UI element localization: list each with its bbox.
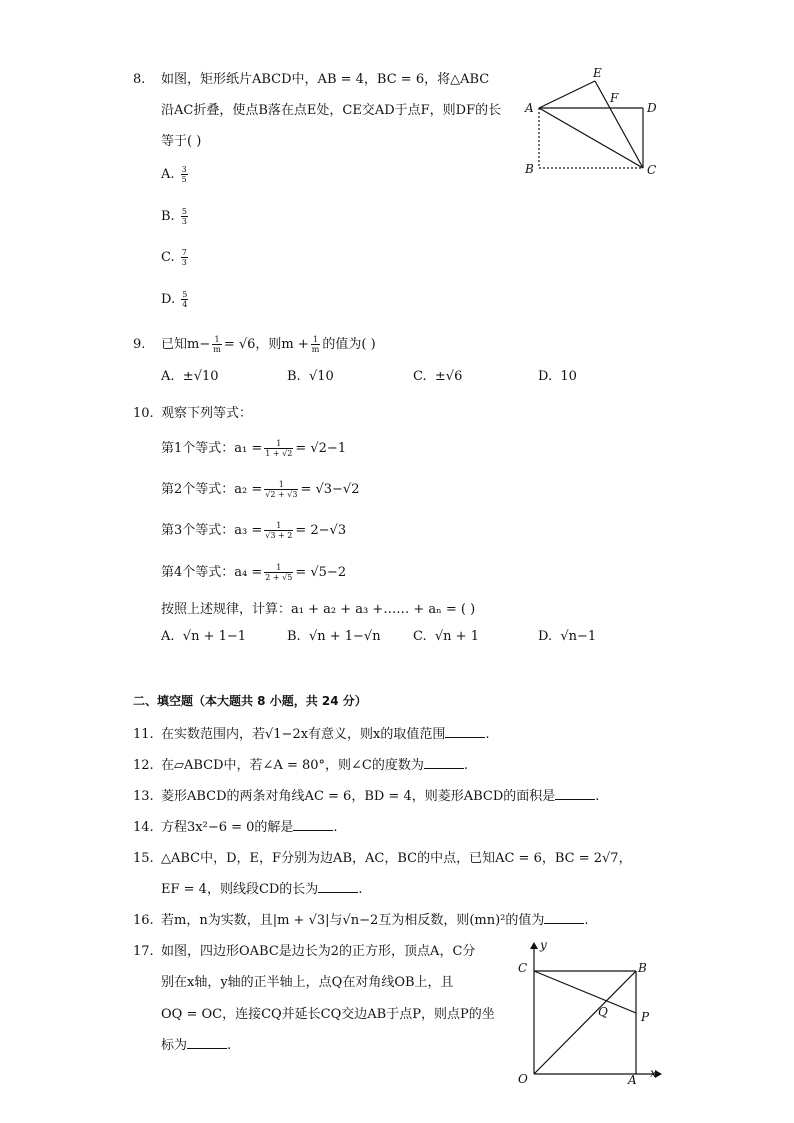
- question-text-line: 按照上述规律，计算：a₁ + a₂ + a₃ +…… + aₙ = ( ): [161, 602, 476, 617]
- option-b[interactable]: B. √10: [287, 369, 334, 384]
- option-label: D.: [161, 292, 176, 307]
- equation-3: 第3个等式：a₃ = $\frac{1}{√3 + 2}$ = 2−√3: [161, 521, 347, 540]
- question-text-line: 如图，矩形纸片ABCD中，AB = 4，BC = 6，将△ABC: [161, 72, 490, 87]
- equation-2: 第2个等式：a₂ = $\frac{1}{√2 + √3}$ = √3−√2: [161, 480, 360, 499]
- question-17: 17. 如图，四边形OABC是边长为2的正方形，顶点A，C分: [133, 944, 476, 959]
- question-15: 15. △ABC中，D，E，F分别为边AB，AC，BC的中点，已知AC = 6，BC = 2√7，: [133, 851, 632, 866]
- q17-figure: [505, 935, 665, 1095]
- answer-blank[interactable]: [445, 726, 485, 738]
- fraction: $\frac{3}{5}$: [181, 165, 187, 184]
- question-text-line: EF = 4，则线段CD的长为 .: [161, 882, 363, 897]
- label-E: E: [593, 66, 602, 80]
- option-c[interactable]: C. √n + 1: [413, 629, 479, 644]
- answer-blank[interactable]: [424, 757, 464, 769]
- option-a[interactable]: A. √n + 1−1: [161, 629, 247, 644]
- option-label: A.: [161, 167, 175, 182]
- label-A: A: [628, 1073, 637, 1087]
- option-label: B.: [161, 209, 175, 224]
- fraction: $\frac{7}{3}$: [181, 248, 187, 267]
- question-11: 11. 在实数范围内，若√1−2x有意义，则x的取值范围 .: [133, 727, 490, 742]
- question-text-line: 观察下列等式：: [161, 406, 253, 421]
- question-14: 14. 方程3x²−6 = 0的解是 .: [133, 820, 338, 835]
- label-F: F: [610, 91, 619, 105]
- question-13: 13. 菱形ABCD的两条对角线AC = 6，BD = 4，则菱形ABCD的面积是 .: [133, 789, 600, 804]
- text: 的值为( ): [322, 337, 376, 352]
- option-b[interactable]: [161, 207, 190, 226]
- question-text-line: 沿AC折叠，使点B落在点E处，CE交AD于点F，则DF的长: [161, 103, 502, 118]
- question-9: [133, 333, 376, 354]
- question-text-line: 标为 .: [161, 1038, 232, 1053]
- option-a[interactable]: A. ±√10: [161, 369, 219, 384]
- question-12: 12. 在▱ABCD中，若∠A = 80°，则∠C的度数为 .: [133, 758, 469, 773]
- label-Q: Q: [598, 1005, 608, 1019]
- answer-blank[interactable]: [555, 788, 595, 800]
- option-b[interactable]: B. √n + 1−√n: [287, 629, 381, 644]
- text: = √6，则m +: [223, 337, 309, 352]
- label-y: y: [540, 938, 547, 952]
- label-x: x: [650, 1066, 657, 1080]
- label-B: B: [525, 162, 534, 176]
- question-number: 9.: [133, 337, 146, 352]
- answer-blank[interactable]: [318, 881, 358, 893]
- question-number: 10.: [133, 406, 154, 421]
- equation-4: 第4个等式：a₄ = $\frac{1}{2 + √5}$ = √5−2: [161, 563, 347, 582]
- option-d[interactable]: [161, 290, 190, 309]
- option-d[interactable]: D. √n−1: [538, 629, 597, 644]
- fraction: $\frac{5}{4}$: [182, 290, 188, 309]
- question-text-line: OQ = OC，连接CQ并延长CQ交边AB于点P，则点P的坐: [161, 1007, 495, 1022]
- equation-1: 第1个等式：a₁ = $\frac{1}{1 + √2}$ = √2−1: [161, 439, 347, 458]
- question-8: [133, 68, 489, 87]
- label-D: D: [647, 101, 657, 115]
- question-10: [133, 402, 252, 421]
- label-C: C: [647, 163, 657, 177]
- label-P: P: [641, 1010, 650, 1024]
- fraction: $\frac{5}{3}$: [181, 207, 187, 226]
- option-c[interactable]: [161, 248, 190, 267]
- fraction: $\frac{1}{m}$: [213, 335, 221, 354]
- answer-blank[interactable]: [544, 912, 584, 924]
- option-c[interactable]: C. ±√6: [413, 369, 463, 384]
- label-A: A: [525, 101, 534, 115]
- answer-blank[interactable]: [293, 819, 333, 831]
- option-label: C.: [161, 250, 175, 265]
- label-O: O: [518, 1072, 528, 1086]
- option-a[interactable]: [161, 165, 190, 184]
- question-number: 8.: [133, 72, 146, 87]
- option-d[interactable]: D. 10: [538, 369, 577, 384]
- label-B: B: [638, 961, 647, 975]
- fraction: $\frac{1}{m}$: [311, 335, 320, 354]
- answer-blank[interactable]: [187, 1037, 227, 1049]
- question-text-line: 等于( ): [161, 134, 202, 149]
- question-text-line: 别在x轴，y轴的正半轴上，点Q在对角线OB上，且: [161, 975, 454, 990]
- label-C: C: [518, 961, 528, 975]
- q8-figure: [515, 60, 675, 185]
- section-heading: 二、填空题（本大题共 8 小题，共 24 分）: [133, 694, 367, 708]
- text: 已知m−: [161, 337, 211, 352]
- question-16: 16. 若m，n为实数，且|m + √3|与√n−2互为相反数，则(mn)²的值为 .: [133, 913, 589, 928]
